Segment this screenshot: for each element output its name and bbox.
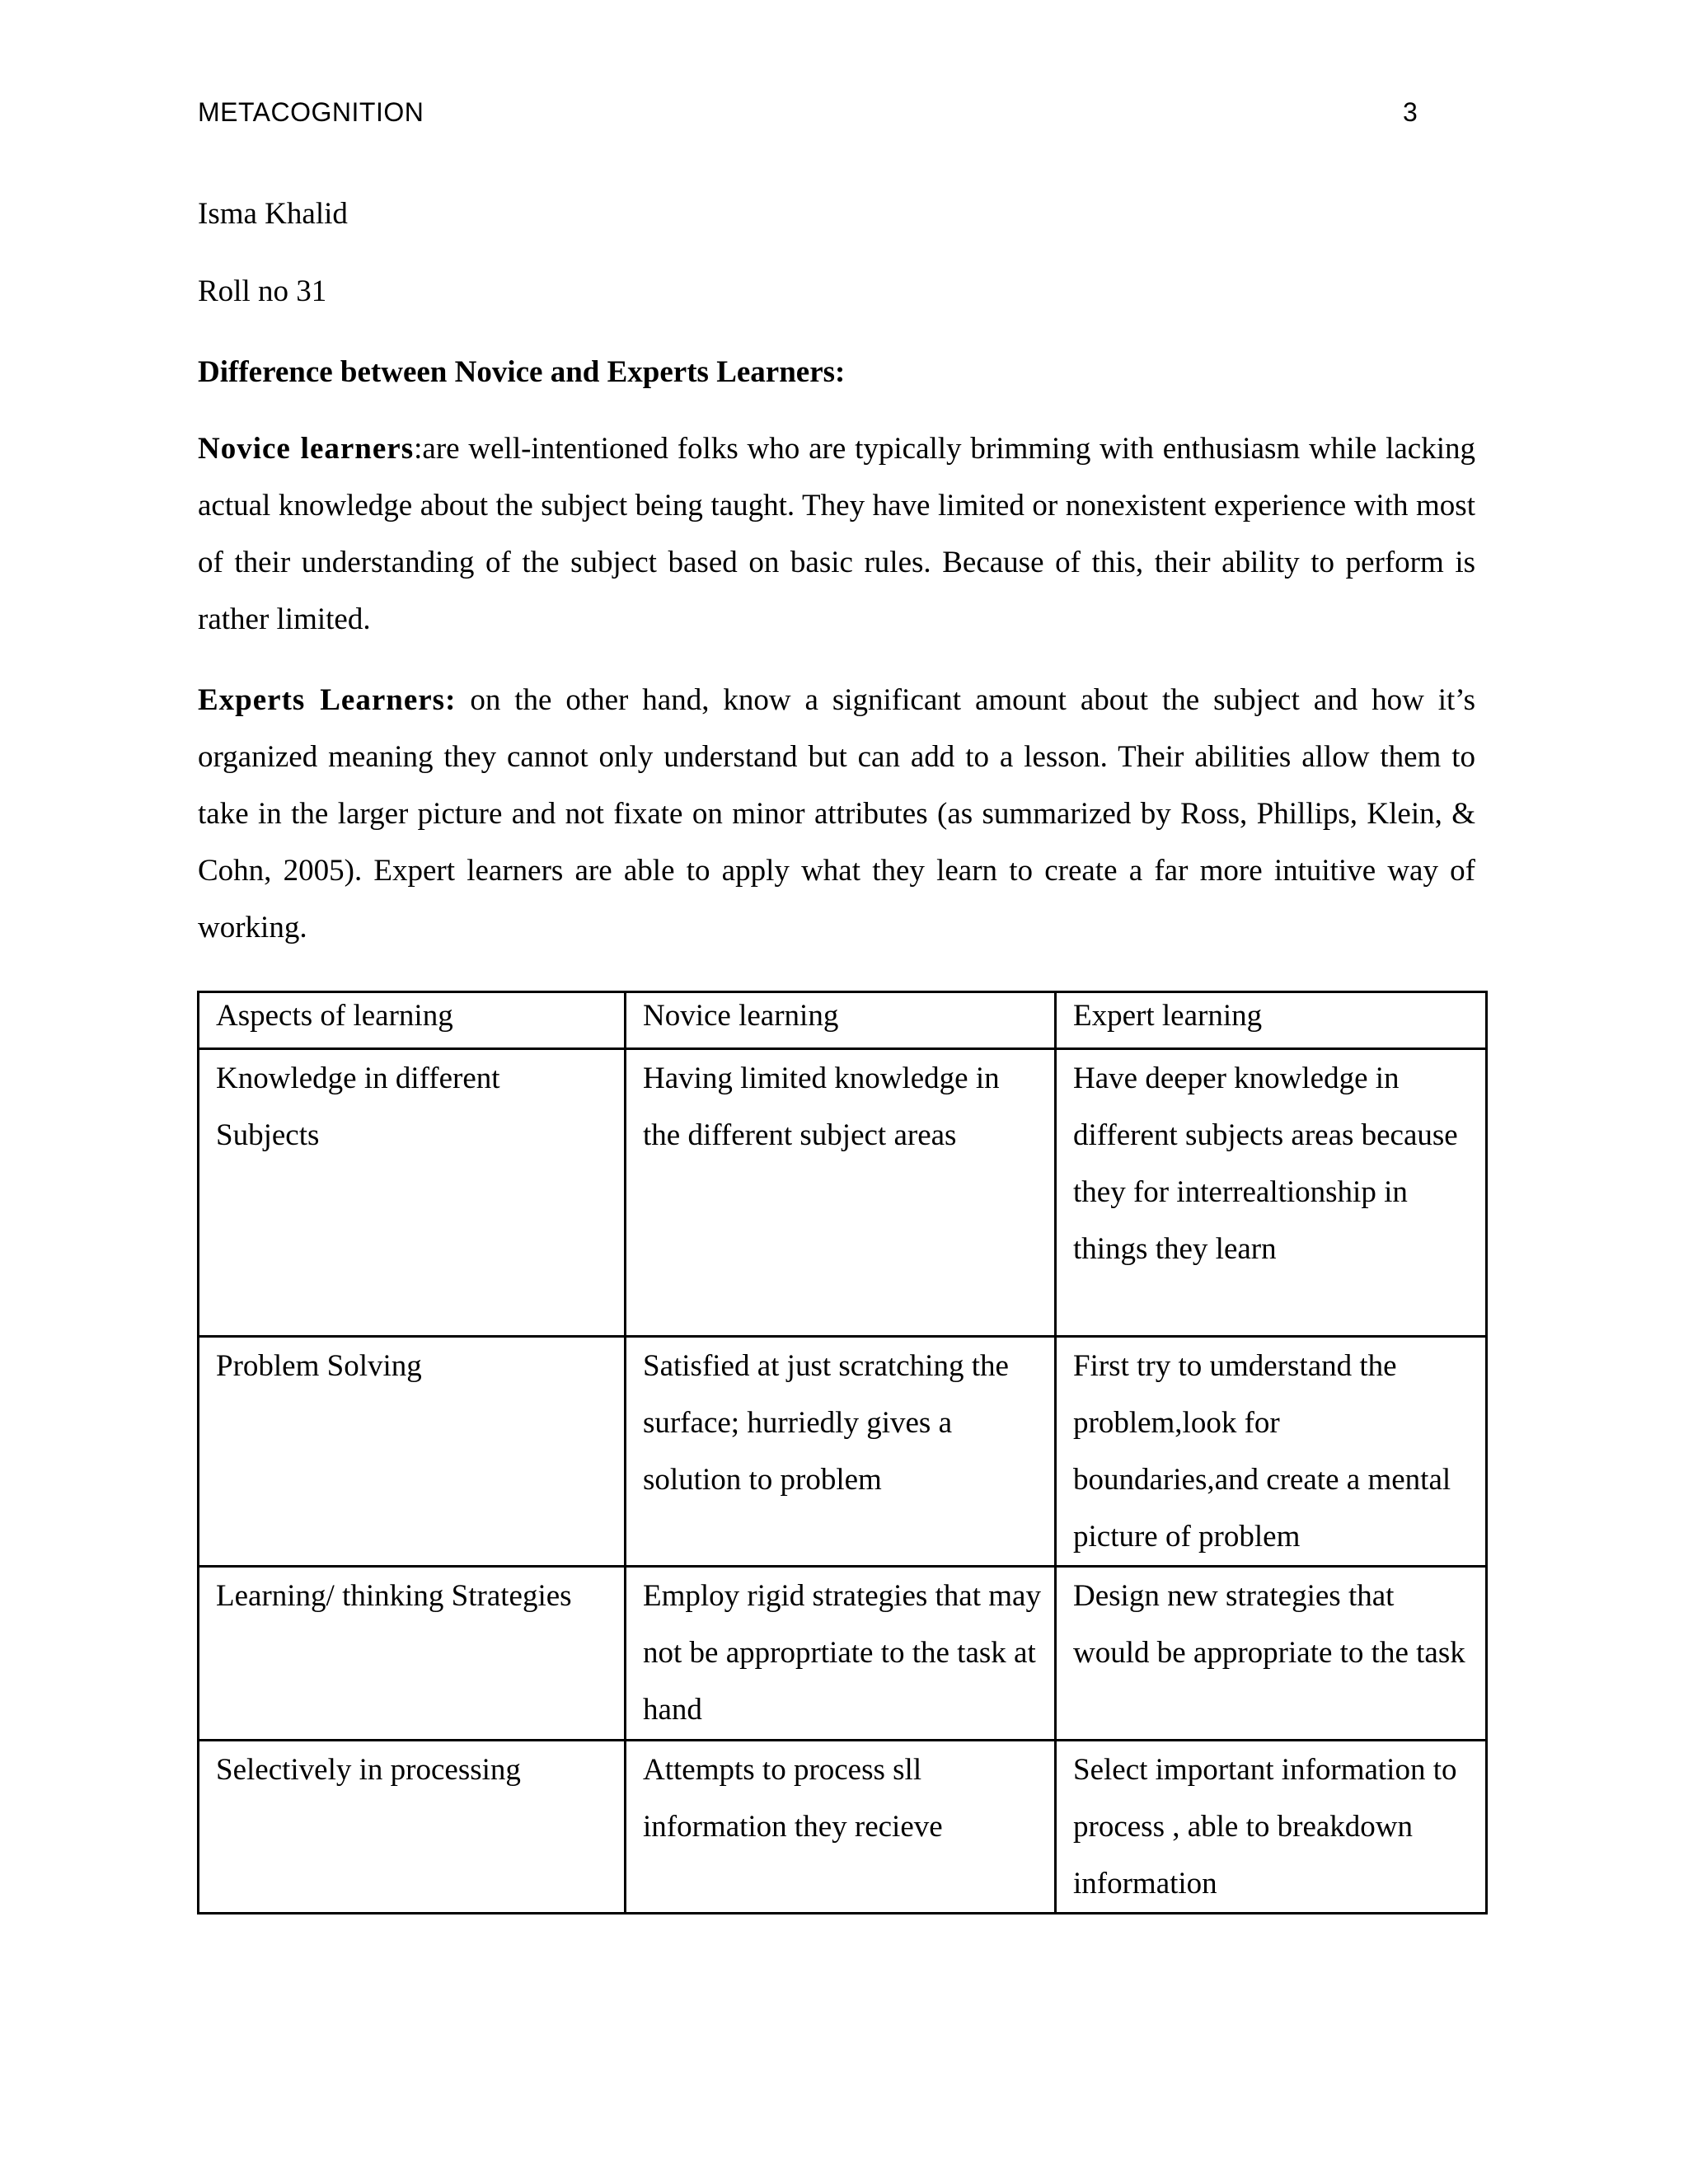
page-number: 3 bbox=[1403, 97, 1418, 127]
table-cell: First try to umderstand the problem,look for boundaries,and create a mental picture of problem bbox=[1056, 1337, 1487, 1567]
table-row bbox=[199, 1049, 1487, 1337]
roll-number: Roll no 31 bbox=[198, 274, 327, 308]
table-cell: Having limited knowledge in the different subject areas bbox=[626, 1049, 1056, 1337]
experts-text: on the other hand, know a significant amount about the subject and how it’s organized meaning they cannot only understand but can add to a lesson. Their abilities allow them to take in the larger picture and not fixate on minor attributes (as summarized by Ross, Phillips, Klein, & Cohn, 2005). Expert learners are able to apply what they learn to create a far more intuitive way of working. bbox=[198, 683, 1475, 944]
table-header-cell: Aspects of learning bbox=[199, 992, 626, 1049]
table-header-cell: Expert learning bbox=[1056, 992, 1487, 1049]
table-cell: Have deeper knowledge in different subjects areas because they for interrealtionship in things they learn bbox=[1056, 1049, 1487, 1337]
author-name: Isma Khalid bbox=[198, 197, 348, 231]
table-cell: Attempts to process sll information they recieve bbox=[626, 1741, 1056, 1914]
running-head: METACOGNITION bbox=[198, 97, 424, 127]
table-cell: Knowledge in different Subjects bbox=[199, 1049, 626, 1337]
table-header-cell: Novice learning bbox=[626, 992, 1056, 1049]
table-cell: Satisfied at just scratching the surface; hurriedly gives a solution to problem bbox=[626, 1337, 1056, 1567]
novice-term: Novice learners bbox=[198, 432, 415, 466]
novice-text: :are well-intentioned folks who are typically brimming with enthusiasm while lacking actual knowledge about the subject being taught. They have limited or nonexistent experience with most of their understanding of the subject based on basic rules. Because of this, their ability to perform is rather limited. bbox=[198, 432, 1475, 636]
table-header-row bbox=[199, 992, 1487, 1049]
section-title: Difference between Novice and Experts Learners: bbox=[198, 355, 846, 389]
table-cell: Employ rigid strategies that may not be approprtiate to the task at hand bbox=[626, 1567, 1056, 1741]
experts-term: Experts Learners: bbox=[198, 683, 457, 717]
experts-paragraph bbox=[198, 672, 1475, 956]
table-cell: Learning/ thinking Strategies bbox=[199, 1567, 626, 1741]
novice-paragraph bbox=[198, 420, 1475, 648]
table-cell: Select important information to process , able to breakdown information bbox=[1056, 1741, 1487, 1914]
table-row bbox=[199, 1741, 1487, 1914]
table-cell: Problem Solving bbox=[199, 1337, 626, 1567]
table-cell: Design new strategies that would be appropriate to the task bbox=[1056, 1567, 1487, 1741]
table-row bbox=[199, 1337, 1487, 1567]
table-cell: Selectively in processing bbox=[199, 1741, 626, 1914]
table-row bbox=[199, 1567, 1487, 1741]
comparison-table bbox=[197, 991, 1488, 1915]
